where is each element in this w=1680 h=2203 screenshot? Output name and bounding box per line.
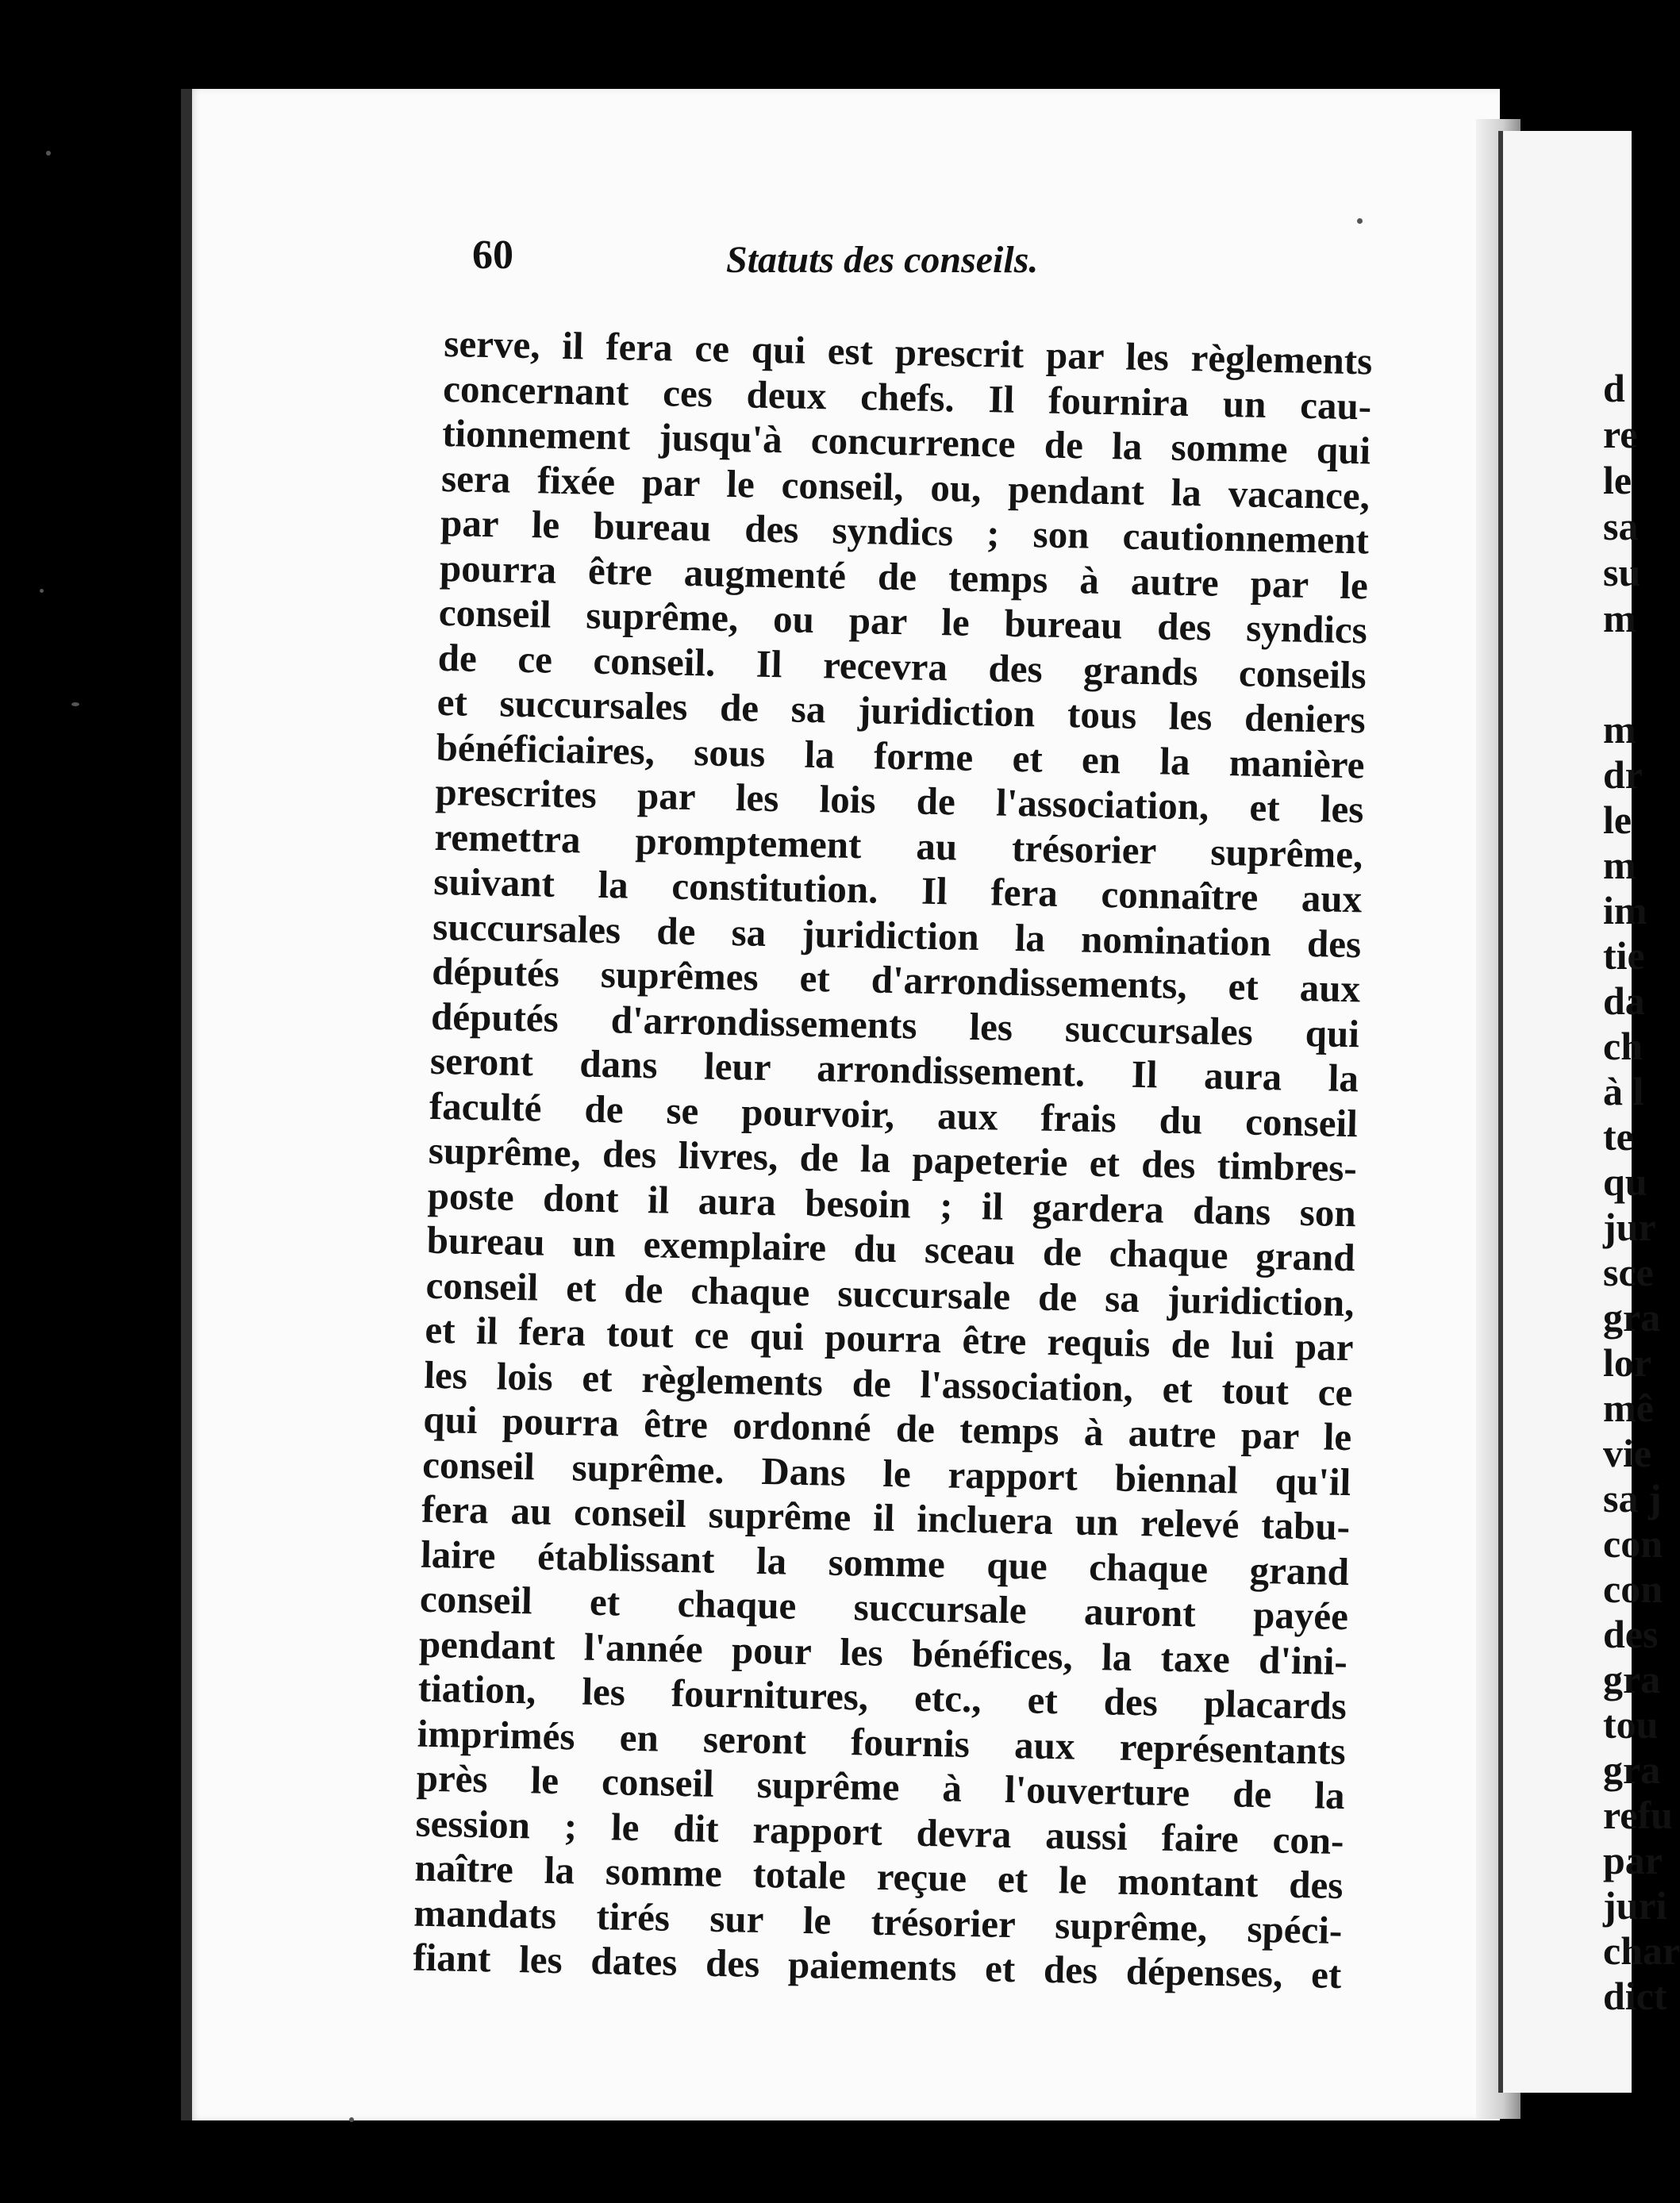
right-page-fragment: mê	[1603, 1386, 1654, 1430]
speck	[46, 151, 51, 156]
page-header	[472, 232, 1091, 295]
text-line: faculté de se pourvoir, aux frais du conseil	[429, 1083, 1359, 1145]
right-page-fragment: sa j	[1603, 1476, 1662, 1521]
right-page-fragment: tou	[1603, 1702, 1659, 1747]
right-page-fragment: m	[1603, 707, 1636, 752]
text-line: suivant la constitution. Il fera connaître aux	[432, 859, 1363, 921]
right-page-fragment: refu	[1603, 1793, 1673, 1837]
text-line: concernant ces deux chefs. Il fournira un cau-	[442, 366, 1372, 428]
text-line: session ; le dit rapport devra aussi faire con-	[415, 1801, 1344, 1863]
right-page-fragment: sa	[1603, 504, 1639, 548]
right-page-fragment: des	[1603, 1612, 1659, 1656]
text-line: conseil et chaque succursale auront payée	[419, 1576, 1349, 1639]
text-line: sera fixée par le conseil, ou, pendant la vacance,	[440, 456, 1371, 517]
text-line: conseil suprême, ou par le bureau des syndics	[438, 590, 1368, 652]
speck	[40, 589, 44, 593]
right-page-fragment: char	[1603, 1928, 1680, 1973]
speck	[349, 2117, 354, 2122]
right-page-fragment: jur	[1603, 1205, 1656, 1249]
text-line: députés d'arrondissements les succursales qui	[430, 994, 1360, 1055]
right-page-fragment: dr	[1603, 752, 1643, 797]
right-page-fragment: su	[1603, 550, 1641, 594]
text-line: suprême, des livres, de la papeterie et des timbres-	[428, 1128, 1358, 1190]
text-line: remettra promptement au trésorier suprême,	[434, 814, 1363, 876]
running-title: Statuts des conseils.	[726, 239, 1039, 281]
right-page-fragment: con	[1603, 1521, 1663, 1566]
right-page-fragment: d	[1603, 366, 1625, 410]
right-page-fragment: gra	[1603, 1295, 1661, 1340]
right-page-fragment: dict	[1603, 1974, 1667, 2018]
text-line: conseil et de chaque succursale de sa juridiction,	[425, 1263, 1355, 1324]
text-line: poste dont il aura besoin ; il gardera dans son	[427, 1173, 1357, 1235]
text-line: pourra être augmenté de temps à autre par le	[439, 545, 1369, 607]
right-page-fragment: qu	[1603, 1159, 1647, 1204]
text-line: mandats tirés sur le trésorier suprême, spéci-	[413, 1890, 1343, 1952]
text-line: conseil suprême. Dans le rapport biennal qu'il	[421, 1442, 1351, 1504]
right-page-fragment: con	[1603, 1567, 1663, 1611]
text-line: les lois et règlements de l'association, et tout ce	[423, 1352, 1353, 1414]
text-line: succursales de sa juridiction la nomination des	[432, 904, 1362, 966]
right-page-fragment: lor	[1603, 1340, 1652, 1385]
text-line: bureau un exemplaire du sceau de chaque grand	[426, 1217, 1356, 1280]
text-line: de ce conseil. Il recevra des grands conseils	[437, 635, 1367, 697]
text-line: tionnement jusqu'à concurrence de la somme qui	[441, 410, 1371, 473]
text-line: fera au conseil suprême il incluera un relevé tabu-	[421, 1486, 1351, 1549]
right-page-fragment: vie	[1603, 1431, 1652, 1475]
right-page-fragment: sce	[1603, 1250, 1654, 1294]
text-line: et succursales de sa juridiction tous les deniers	[436, 679, 1367, 742]
right-page-fragment: gra	[1603, 1747, 1661, 1792]
right-page-fragment: par	[1603, 1838, 1663, 1882]
text-line: serve, il fera ce qui est prescrit par les règlements	[443, 321, 1373, 383]
text-line: députés suprêmes et d'arrondissements, et aux	[431, 948, 1361, 1011]
right-page-fragment: le	[1603, 798, 1632, 842]
text-line: par le bureau des syndics ; son cautionnement	[440, 500, 1370, 563]
right-page-fragment: le	[1603, 458, 1632, 502]
speck	[71, 702, 79, 706]
text-line: qui pourra être ordonné de temps à autre par le	[422, 1397, 1352, 1459]
right-page-fragment: tie	[1603, 933, 1645, 978]
right-page-fragment: m	[1603, 596, 1636, 640]
right-page-fragment: juri	[1603, 1883, 1667, 1928]
text-line: seront dans leur arrondissement. Il aura la	[429, 1038, 1359, 1101]
text-line: prescrites par les lois de l'association, et les	[435, 769, 1364, 832]
body-text	[413, 321, 1373, 1998]
right-page-fragment: gra	[1603, 1657, 1661, 1701]
text-line: imprimés en seront fournis aux représentants	[417, 1711, 1347, 1773]
right-page-fragment: m	[1603, 843, 1636, 887]
speck	[1357, 218, 1363, 224]
right-page-fragment: re	[1603, 412, 1638, 456]
right-page-fragment: im	[1603, 888, 1647, 932]
text-line: tiation, les fournitures, etc., et des placards	[417, 1666, 1347, 1728]
right-page-fragment: ch	[1603, 1024, 1643, 1068]
text-line: près le conseil suprême à l'ouverture de la	[416, 1755, 1346, 1818]
text-line: bénéficiaires, sous la forme et en la manière	[436, 725, 1366, 786]
text-line: naître la somme totale reçue et le montant des	[414, 1845, 1344, 1908]
text-line: fiant les dates des paiements et des dépenses, et	[412, 1935, 1342, 1997]
right-page-fragment: da	[1603, 978, 1645, 1023]
text-line: et il fera tout ce qui pourra être requis de lui par	[425, 1307, 1354, 1370]
text-line: pendant l'année pour les bénéfices, la taxe d'ini-	[418, 1621, 1348, 1683]
right-page-fragment: à l	[1603, 1069, 1644, 1113]
right-page-fragment: te	[1603, 1114, 1634, 1159]
text-line: laire établissant la somme que chaque grand	[420, 1532, 1350, 1594]
page-number: 60	[472, 233, 513, 278]
